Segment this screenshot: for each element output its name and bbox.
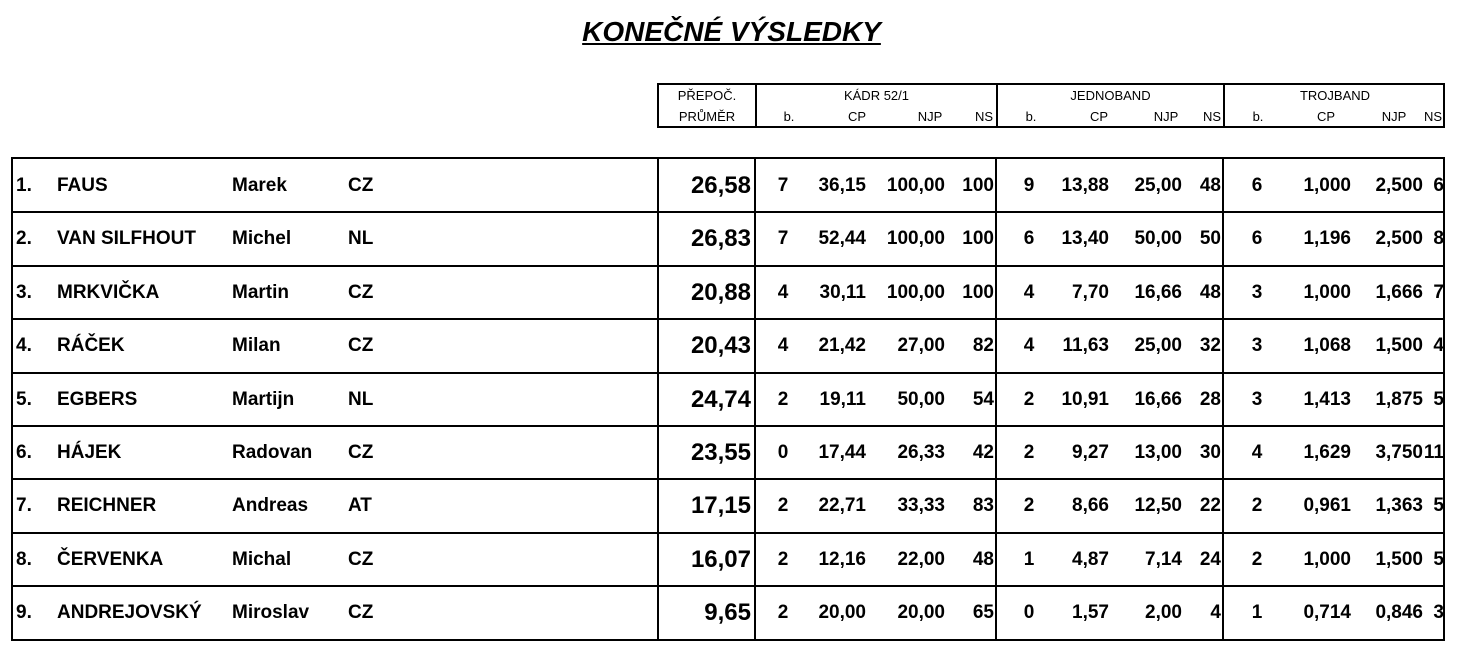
- kadr-ns-cell: 100: [962, 175, 994, 196]
- prepoc-prumer-cell: 26,83: [690, 225, 751, 253]
- table-row: [13, 373, 1443, 426]
- trojband-njp-cell: 2,500: [1375, 175, 1423, 196]
- trojband-ns-cell: 11: [1423, 442, 1444, 463]
- trojband-cp-cell: 0,714: [1303, 602, 1351, 624]
- row-divider: [13, 265, 1443, 267]
- row-divider: [13, 585, 1443, 587]
- prepoc-prumer-cell: 9,65: [704, 599, 751, 627]
- trojband-b-cell: 3: [1251, 388, 1263, 410]
- header-col: NJP: [1153, 109, 1179, 124]
- first-name-cell: Martin: [232, 281, 289, 303]
- kadr-b-cell: 2: [777, 548, 789, 570]
- page-title: KONEČNÉ VÝSLEDKY: [582, 16, 881, 47]
- rank-cell: 3.: [16, 281, 32, 303]
- first-name-cell: Andreas: [232, 495, 309, 517]
- rank-cell: 2.: [16, 228, 32, 250]
- rank-cell: 1.: [16, 175, 32, 196]
- jednoband-ns-cell: 30: [1199, 442, 1221, 463]
- header-col: CP: [1089, 109, 1109, 124]
- kadr-cp-cell: 52,44: [818, 228, 866, 250]
- header-col: NJP: [917, 109, 943, 124]
- first-name-cell: Milan: [232, 335, 281, 357]
- kadr-cp-cell: 36,15: [818, 175, 866, 196]
- trojband-b-cell: 1: [1251, 602, 1263, 624]
- header-col: NS: [974, 109, 994, 124]
- header-col: b.: [783, 109, 795, 124]
- kadr-njp-cell: 100,00: [886, 281, 945, 303]
- jednoband-njp-cell: 7,14: [1145, 548, 1182, 570]
- jednoband-njp-cell: 25,00: [1134, 335, 1182, 357]
- table-row: [13, 586, 1443, 639]
- jednoband-njp-cell: 25,00: [1134, 175, 1182, 196]
- prepoc-prumer-cell: 24,74: [690, 385, 751, 413]
- trojband-cp-cell: 1,000: [1303, 548, 1351, 570]
- trojband-ns-cell: 5: [1433, 388, 1444, 410]
- kadr-cp-cell: 19,11: [819, 388, 866, 410]
- trojband-b-cell: 4: [1251, 442, 1263, 463]
- jednoband-cp-cell: 9,27: [1072, 442, 1109, 463]
- jednoband-njp-cell: 2,00: [1145, 602, 1182, 624]
- trojband-cp-cell: 1,413: [1303, 388, 1351, 410]
- rank-cell: 6.: [16, 442, 32, 463]
- kadr-cp-cell: 21,42: [818, 335, 866, 357]
- kadr-ns-cell: 82: [972, 335, 994, 357]
- header-col: NJP: [1381, 109, 1407, 124]
- kadr-njp-cell: 26,33: [897, 442, 945, 463]
- surname-cell: EGBERS: [57, 388, 138, 410]
- trojband-ns-cell: 3: [1433, 602, 1444, 624]
- surname-cell: REICHNER: [57, 495, 157, 517]
- row-divider: [13, 211, 1443, 213]
- country-code-cell: CZ: [348, 281, 374, 303]
- kadr-cp-cell: 17,44: [818, 442, 866, 463]
- surname-cell: ANDREJOVSKÝ: [57, 602, 202, 624]
- trojband-b-cell: 3: [1251, 281, 1263, 303]
- kadr-njp-cell: 100,00: [886, 228, 945, 250]
- trojband-ns-cell: 5: [1433, 548, 1444, 570]
- kadr-njp-cell: 33,33: [897, 495, 945, 517]
- jednoband-njp-cell: 50,00: [1134, 228, 1182, 250]
- table-row: [13, 319, 1443, 372]
- first-name-cell: Michal: [232, 548, 292, 570]
- jednoband-b-cell: 4: [1023, 335, 1035, 357]
- trojband-njp-cell: 0,846: [1375, 602, 1423, 624]
- kadr-b-cell: 2: [777, 388, 789, 410]
- rank-cell: 9.: [16, 602, 32, 624]
- row-divider: [13, 478, 1443, 480]
- trojband-cp-cell: 1,068: [1303, 335, 1351, 357]
- jednoband-cp-cell: 8,66: [1072, 495, 1109, 517]
- jednoband-ns-cell: 24: [1199, 548, 1221, 570]
- jednoband-cp-cell: 4,87: [1072, 548, 1109, 570]
- surname-cell: VAN SILFHOUT: [57, 228, 196, 250]
- kadr-njp-cell: 20,00: [897, 602, 945, 624]
- jednoband-ns-cell: 48: [1199, 175, 1221, 196]
- jednoband-cp-cell: 13,88: [1061, 175, 1109, 196]
- kadr-ns-cell: 65: [972, 602, 994, 624]
- jednoband-cp-cell: 7,70: [1072, 281, 1109, 303]
- country-code-cell: CZ: [348, 442, 374, 463]
- trojband-cp-cell: 1,196: [1303, 228, 1351, 250]
- trojband-b-cell: 2: [1251, 548, 1263, 570]
- first-name-cell: Martijn: [232, 388, 295, 410]
- jednoband-njp-cell: 13,00: [1134, 442, 1182, 463]
- trojband-njp-cell: 1,500: [1375, 548, 1423, 570]
- row-divider: [13, 372, 1443, 374]
- surname-cell: MRKVIČKA: [57, 281, 160, 303]
- table-row: [13, 212, 1443, 265]
- kadr-ns-cell: 42: [972, 442, 994, 463]
- trojband-njp-cell: 3,750: [1375, 442, 1423, 463]
- kadr-b-cell: 4: [777, 335, 789, 357]
- jednoband-cp-cell: 13,40: [1061, 228, 1109, 250]
- country-code-cell: CZ: [348, 602, 374, 624]
- trojband-b-cell: 3: [1251, 335, 1263, 357]
- rank-cell: 8.: [16, 548, 32, 570]
- first-name-cell: Radovan: [232, 442, 313, 463]
- header-group-kadr: KÁDR 52/1: [843, 88, 910, 103]
- trojband-njp-cell: 2,500: [1375, 228, 1423, 250]
- jednoband-b-cell: 2: [1023, 388, 1035, 410]
- kadr-cp-cell: 30,11: [819, 281, 866, 303]
- kadr-cp-cell: 22,71: [818, 495, 866, 517]
- trojband-njp-cell: 1,875: [1375, 388, 1423, 410]
- prepoc-prumer-cell: 23,55: [690, 439, 751, 466]
- header-col: b.: [1252, 109, 1264, 124]
- trojband-cp-cell: 1,000: [1303, 281, 1351, 303]
- jednoband-cp-cell: 10,91: [1061, 388, 1109, 410]
- jednoband-ns-cell: 32: [1199, 335, 1221, 357]
- jednoband-b-cell: 9: [1023, 175, 1035, 196]
- country-code-cell: AT: [348, 495, 372, 517]
- prepoc-prumer-cell: 17,15: [690, 492, 751, 520]
- trojband-b-cell: 6: [1251, 228, 1263, 250]
- jednoband-b-cell: 0: [1023, 602, 1035, 624]
- prepoc-prumer-cell: 16,07: [690, 545, 751, 573]
- jednoband-ns-cell: 48: [1199, 281, 1221, 303]
- first-name-cell: Miroslav: [232, 602, 310, 624]
- kadr-ns-cell: 48: [972, 548, 994, 570]
- kadr-ns-cell: 83: [972, 495, 994, 517]
- row-divider: [13, 318, 1443, 320]
- jednoband-b-cell: 6: [1023, 228, 1035, 250]
- trojband-b-cell: 6: [1251, 175, 1263, 196]
- header-col: b.: [1025, 109, 1037, 124]
- kadr-njp-cell: 22,00: [897, 548, 945, 570]
- results-table: [11, 157, 1445, 641]
- jednoband-njp-cell: 16,66: [1134, 281, 1182, 303]
- kadr-ns-cell: 100: [962, 281, 994, 303]
- kadr-b-cell: 2: [777, 495, 789, 517]
- table-row: [13, 533, 1443, 586]
- table-row: [13, 426, 1443, 479]
- header-col: CP: [847, 109, 867, 124]
- table-row: [13, 159, 1443, 212]
- jednoband-njp-cell: 16,66: [1134, 388, 1182, 410]
- prepoc-prumer-cell: 20,88: [690, 278, 751, 306]
- jednoband-b-cell: 2: [1023, 495, 1035, 517]
- row-divider: [13, 532, 1443, 534]
- rank-cell: 5.: [16, 388, 32, 410]
- prepoc-prumer-cell: 20,43: [690, 332, 751, 360]
- trojband-njp-cell: 1,363: [1375, 495, 1423, 517]
- first-name-cell: Michel: [232, 228, 292, 250]
- header-col: NS: [1202, 109, 1222, 124]
- rank-cell: 7.: [16, 495, 32, 517]
- kadr-b-cell: 0: [777, 442, 789, 463]
- jednoband-ns-cell: 50: [1199, 228, 1221, 250]
- jednoband-njp-cell: 12,50: [1134, 495, 1182, 517]
- kadr-b-cell: 7: [777, 175, 789, 196]
- first-name-cell: Marek: [232, 175, 287, 196]
- kadr-njp-cell: 27,00: [897, 335, 945, 357]
- trojband-b-cell: 2: [1251, 495, 1263, 517]
- kadr-cp-cell: 12,16: [818, 548, 866, 570]
- jednoband-b-cell: 1: [1023, 548, 1035, 570]
- country-code-cell: NL: [348, 228, 374, 250]
- header-group-trojband: TROJBAND: [1299, 88, 1371, 103]
- jednoband-b-cell: 2: [1023, 442, 1035, 463]
- kadr-ns-cell: 100: [962, 228, 994, 250]
- kadr-ns-cell: 54: [972, 388, 994, 410]
- jednoband-ns-cell: 22: [1199, 495, 1221, 517]
- surname-cell: HÁJEK: [57, 442, 122, 463]
- row-divider: [13, 425, 1443, 427]
- trojband-cp-cell: 1,629: [1303, 442, 1351, 463]
- country-code-cell: NL: [348, 388, 374, 410]
- trojband-ns-cell: 8: [1433, 228, 1444, 250]
- jednoband-b-cell: 4: [1023, 281, 1035, 303]
- trojband-ns-cell: 7: [1433, 281, 1444, 303]
- surname-cell: RÁČEK: [57, 335, 125, 357]
- trojband-cp-cell: 0,961: [1303, 495, 1351, 517]
- jednoband-ns-cell: 28: [1199, 388, 1221, 410]
- trojband-njp-cell: 1,500: [1375, 335, 1423, 357]
- kadr-b-cell: 7: [777, 228, 789, 250]
- trojband-njp-cell: 1,666: [1375, 281, 1423, 303]
- table-row: [13, 479, 1443, 532]
- jednoband-ns-cell: 4: [1210, 602, 1221, 624]
- kadr-cp-cell: 20,00: [818, 602, 866, 624]
- surname-cell: ČERVENKA: [57, 548, 164, 570]
- kadr-b-cell: 2: [777, 602, 789, 624]
- header-prumer-bottom: PRŮMĚR: [678, 109, 736, 124]
- kadr-njp-cell: 50,00: [897, 388, 945, 410]
- country-code-cell: CZ: [348, 548, 374, 570]
- header-col: CP: [1316, 109, 1336, 124]
- header-group-jednoband: JEDNOBAND: [1070, 88, 1151, 103]
- prepoc-prumer-cell: 26,58: [690, 172, 751, 199]
- trojband-ns-cell: 5: [1433, 495, 1444, 517]
- jednoband-cp-cell: 11,63: [1062, 335, 1109, 357]
- trojband-ns-cell: 4: [1433, 335, 1444, 357]
- kadr-njp-cell: 100,00: [886, 175, 945, 196]
- jednoband-cp-cell: 1,57: [1072, 602, 1109, 624]
- country-code-cell: CZ: [348, 335, 374, 357]
- header-prumer-top: PŘEPOČ.: [677, 88, 737, 103]
- rank-cell: 4.: [16, 335, 32, 357]
- table-row: [13, 266, 1443, 319]
- column-header: [657, 83, 1445, 128]
- trojband-cp-cell: 1,000: [1303, 175, 1351, 196]
- trojband-ns-cell: 6: [1433, 175, 1444, 196]
- header-col: NS: [1423, 109, 1443, 124]
- country-code-cell: CZ: [348, 175, 374, 196]
- surname-cell: FAUS: [57, 175, 108, 196]
- kadr-b-cell: 4: [777, 281, 789, 303]
